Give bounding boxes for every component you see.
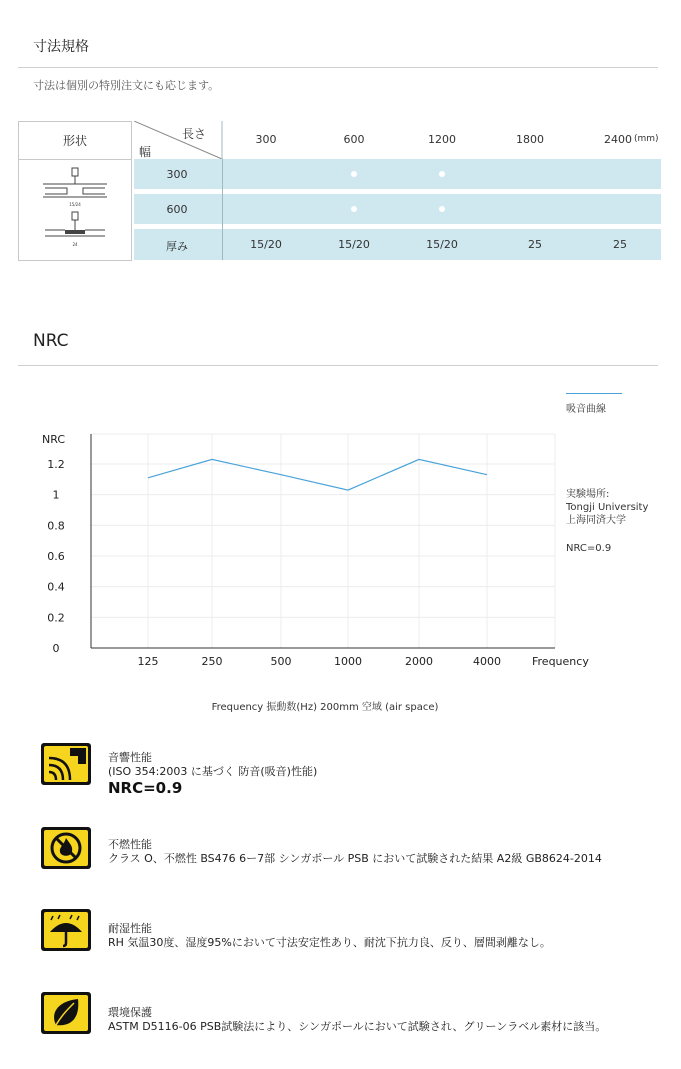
location-jp: 上海同済大学 (566, 515, 626, 526)
legend-line (566, 393, 622, 394)
y-axis-label: NRC (42, 433, 66, 446)
x-tick-label: 2000 (405, 655, 433, 668)
y-tick-label: 1.2 (47, 458, 65, 471)
y-tick-label: 1 (52, 488, 60, 502)
width-label: 幅 (139, 145, 152, 159)
shape-column (18, 121, 132, 261)
y-tick-label: 0.2 (47, 611, 65, 625)
row-label-600: 600 (166, 203, 188, 216)
shape-header: 形状 (19, 122, 131, 160)
feature-desc-acoustic: (ISO 354:2003 に基づく 防音(吸音)性能) (108, 765, 318, 778)
legend-label: 吸音曲線 (566, 404, 606, 415)
profile-label-bottom: 24 (72, 242, 78, 247)
length-label: 長さ (182, 127, 207, 141)
chart-caption: Frequency 振動数(Hz) 200mm 空域 (air space) (211, 702, 439, 713)
sound-wave-icon (40, 742, 92, 786)
y-tick-label: 0.4 (47, 580, 65, 594)
thickness-1200: 15/20 (426, 238, 458, 251)
length-col-300: 300 (255, 133, 277, 146)
feature-title-humidity: 耐湿性能 (108, 922, 152, 935)
band-divider (222, 159, 223, 260)
length-col-1800: 1800 (516, 133, 544, 146)
x-tick-label: 500 (270, 655, 292, 668)
thickness-2400: 25 (613, 238, 627, 251)
length-col-1200: 1200 (428, 133, 456, 146)
y-tick-label: 0.6 (47, 550, 65, 563)
available-dot (351, 206, 357, 212)
profile-label-top: 15/24 (69, 202, 81, 207)
thickness-band (134, 229, 661, 260)
thickness-label: 厚み (166, 240, 188, 253)
fire-prohibited-icon (40, 826, 92, 870)
feature-title-eco: 環境保護 (108, 1006, 152, 1019)
location-label: 実験場所: (566, 489, 610, 500)
divider (18, 67, 658, 68)
leaf-icon (40, 991, 92, 1035)
thickness-1800: 25 (528, 238, 542, 251)
x-tick-label: 4000 (473, 655, 501, 668)
x-axis-label: Frequency (532, 655, 589, 668)
nrc-chart (0, 420, 610, 680)
unit-label: (mm) (634, 134, 659, 144)
x-tick-label: 1000 (334, 655, 362, 668)
edge-profile-drawing (19, 160, 131, 260)
row-300-band (134, 159, 661, 189)
feature-desc-humidity: RH 気温30度、湿度95%において寸法安定性あり、耐沈下抗力良、反り、層間剥離なし。 (108, 936, 551, 949)
y-tick-label: 0.8 (47, 519, 65, 533)
length-col-2400: 2400 (604, 133, 632, 146)
feature-desc-eco: ASTM D5116-06 PSB試験法により、シンガポールにおいて試験され、グリーンラベル素材に該当。 (108, 1020, 607, 1033)
umbrella-rain-icon (40, 908, 92, 952)
available-dot (439, 171, 445, 177)
location-en: Tongji University (566, 502, 649, 513)
x-tick-label: 250 (201, 655, 223, 668)
feature-desc-fire: クラス O、不燃性 BS476 6ー7部 シンガポール PSB において試験された結果 A2級 GB8624-2014 (108, 852, 602, 865)
available-dot (351, 171, 357, 177)
feature-highlight-nrc: NRC=0.9 (108, 779, 183, 797)
length-col-600: 600 (343, 133, 365, 146)
row-600-band (134, 194, 661, 224)
size-note: 寸法は個別の特別注文にも応じます。 (33, 79, 220, 92)
nrc-section-title: NRC (33, 331, 69, 351)
nrc-value: NRC=0.9 (566, 543, 612, 554)
row-label-300: 300 (166, 168, 188, 181)
thickness-300: 15/20 (250, 238, 282, 251)
edge-profile-svg (19, 160, 131, 260)
thickness-600: 15/20 (338, 238, 370, 251)
feature-title-fire: 不燃性能 (108, 838, 152, 851)
x-tick-label: 125 (137, 655, 159, 668)
divider (18, 365, 658, 366)
feature-title-acoustic: 音響性能 (108, 751, 152, 764)
y-tick-label: 0 (52, 642, 60, 655)
available-dot (439, 206, 445, 212)
size-section-title: 寸法規格 (33, 39, 89, 55)
